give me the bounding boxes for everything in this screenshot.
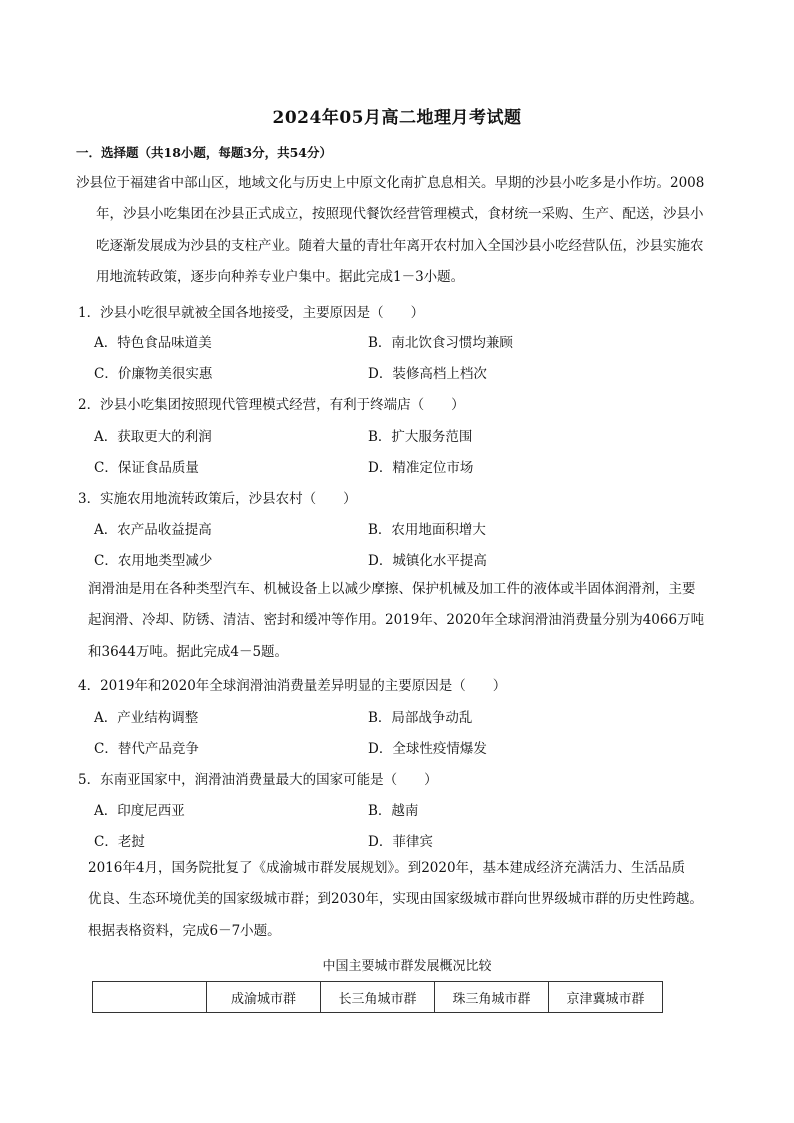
option-2d[interactable]: D．精准定位市场: [368, 460, 474, 476]
passage-shaxian: [78, 168, 720, 293]
question-2: 2．沙县小吃集团按照现代管理模式经营，有利于终端店（ ）: [78, 397, 465, 413]
table-header-cell: [93, 982, 207, 1013]
city-cluster-table: [92, 981, 663, 1013]
option-3a[interactable]: A．农产品收益提高: [94, 522, 212, 538]
option-5a[interactable]: A．印度尼西亚: [94, 803, 185, 819]
option-5c[interactable]: C．老挝: [94, 834, 145, 850]
table-header-cell: 珠三角城市群: [435, 982, 549, 1013]
option-2a[interactable]: A．获取更大的利润: [94, 429, 212, 445]
question-3: 3．实施农用地流转政策后，沙县农村（ ）: [78, 491, 357, 507]
table-header-cell: 长三角城市群: [321, 982, 435, 1013]
passage-lubricant: [90, 574, 730, 668]
passage-line: 和3644万吨。据此完成4－5题。: [88, 643, 289, 660]
passage-line: 润滑油是用在各种类型汽车、机械设备上以减少摩擦、保护机械及加工件的液体或半固体润滑剂，主要: [88, 581, 696, 597]
passage-chengyu: [90, 853, 730, 947]
option-2c[interactable]: C．保证食品质量: [94, 460, 199, 476]
option-5d[interactable]: D．菲律宾: [368, 834, 433, 850]
option-4d[interactable]: D．全球性疫情爆发: [368, 741, 487, 757]
option-4c[interactable]: C．替代产品竞争: [94, 741, 199, 757]
option-5b[interactable]: B．越南: [368, 803, 419, 819]
option-3d[interactable]: D．城镇化水平提高: [368, 553, 487, 569]
passage-line: 年，沙县小吃集团在沙县正式成立，按照现代餐饮经营管理模式，食材统一采购、生产、配送，沙县小: [96, 206, 704, 223]
passage-line: 根据表格资料，完成6－7小题。: [88, 922, 281, 939]
passage-line: 吃逐渐发展成为沙县的支柱产业。随着大量的青壮年离开农村加入全国沙县小吃经营队伍，沙县实施农: [96, 237, 704, 254]
table-caption: 中国主要城市群发展概况比较: [322, 959, 492, 974]
question-5: 5．东南亚国家中，润滑油消费量最大的国家可能是（ ）: [78, 772, 438, 788]
page-title: 2024年05月高二地理月考试题: [272, 108, 522, 128]
table-header-row: [93, 982, 663, 1013]
option-3b[interactable]: B．农用地面积增大: [368, 522, 486, 538]
option-1b[interactable]: B．南北饮食习惯均兼顾: [368, 335, 513, 351]
question-4: 4．2019年和2020年全球润滑油消费量差异明显的主要原因是（ ）: [78, 678, 507, 694]
passage-line: 起润滑、冷却、防锈、清洁、密封和缓冲等作用。2019年、2020年全球润滑油消费量分别为4066万吨: [88, 612, 705, 629]
option-4a[interactable]: A．产业结构调整: [94, 710, 199, 726]
option-1d[interactable]: D．装修高档上档次: [368, 366, 487, 382]
passage-line: 用地流转政策，逐步向种养专业户集中。据此完成1－3小题。: [96, 268, 465, 285]
table-header-cell: 京津冀城市群: [549, 982, 663, 1013]
passage-line: 优良、生态环境优美的国家级城市群；到2030年，实现由国家级城市群向世界级城市群的历史性跨越。: [88, 891, 703, 908]
option-3c[interactable]: C．农用地类型减少: [94, 553, 213, 569]
option-2b[interactable]: B．扩大服务范围: [368, 429, 473, 445]
option-4b[interactable]: B．局部战争动乱: [368, 710, 473, 726]
table-header-cell: 成渝城市群: [207, 982, 321, 1013]
question-1: 1．沙县小吃很早就被全国各地接受，主要原因是（ ）: [78, 305, 425, 321]
section-heading: 一．选择题（共18小题，每题3分，共54分）: [76, 145, 332, 160]
option-1c[interactable]: C．价廉物美很实惠: [94, 366, 213, 382]
passage-line: 沙县位于福建省中部山区，地域文化与历史上中原文化南扩息息相关。早期的沙县小吃多是小作坊。2008: [76, 175, 705, 191]
option-1a[interactable]: A．特色食品味道美: [94, 335, 212, 351]
passage-line: 2016年4月，国务院批复了《成渝城市群发展规划》。到2020年，基本建成经济充满活力、生活品质: [88, 860, 686, 876]
